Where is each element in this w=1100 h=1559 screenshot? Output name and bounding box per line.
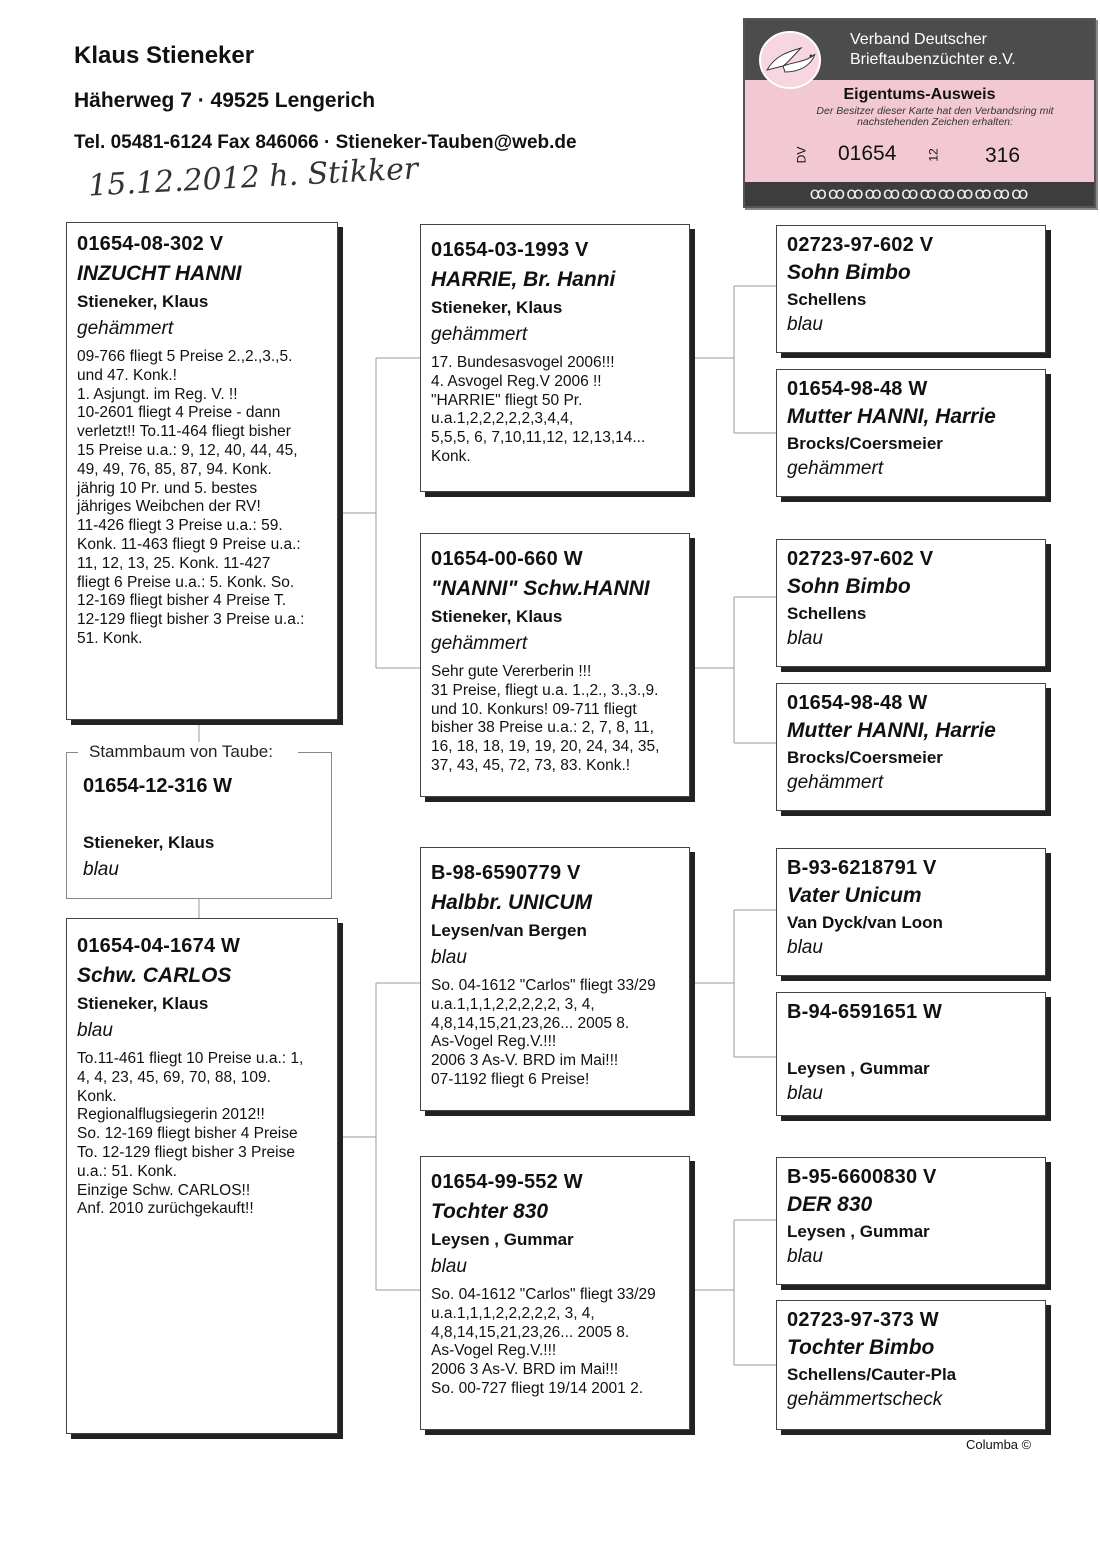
pedigree-card-father <box>66 222 338 720</box>
plumage-color: gehämmertscheck <box>787 1389 943 1410</box>
breeder: Leysen/van Bergen <box>431 921 587 940</box>
copyright: Columba © <box>966 1437 1032 1452</box>
ownership-card-title: Eigentums-Ausweis <box>843 86 996 103</box>
pigeon-name: INZUCHT HANNI <box>77 262 242 285</box>
ring-number: 01654-04-1674 W <box>77 935 241 957</box>
pigeon-name: DER 830 <box>787 1193 873 1216</box>
pigeon-name: Sohn Bimbo <box>787 261 911 284</box>
performance-notes: So. 04-1612 "Carlos" fliegt 33/29 u.a.1,1,1,2,2,2,2,2, 3, 4, 4,8,14,15,21,23,26... 2005 8. As-Vogel Reg.V.!!! 2006 3 As-V. BRD im Mai!!! So. 00-727 fliegt 19/14 2001 2. <box>431 1286 656 1397</box>
ownership-card-serial: 316 <box>985 144 1021 167</box>
pigeon-name: Sohn Bimbo <box>787 575 911 598</box>
ring-number: B-95-6600830 V <box>787 1166 937 1188</box>
ring-number: 02723-97-602 V <box>787 234 934 256</box>
pedigree-card-grandfather-paternal <box>420 224 690 492</box>
org-line-2: Brieftaubenzüchter e.V. <box>850 51 1016 68</box>
pigeon-name: Tochter 830 <box>431 1200 549 1223</box>
subject-pigeon-card <box>66 753 332 899</box>
ring-number: 01654-03-1993 V <box>431 239 589 261</box>
ring-number: 01654-98-48 W <box>787 378 928 400</box>
subject-breeder: Stieneker, Klaus <box>83 833 215 852</box>
pigeon-name <box>787 1028 1035 1054</box>
plumage-color: gehämmert <box>77 318 174 339</box>
pedigree-card-grandmother-maternal <box>420 1156 690 1430</box>
plumage-color: blau <box>77 1020 113 1041</box>
plumage-color: gehämmert <box>787 772 884 793</box>
handwritten-date-signature: 15.12.2012 h. Stikker <box>87 151 420 204</box>
pedigree-label: Stammbaum von Taube: <box>86 742 276 762</box>
breeder: Schellens <box>787 290 867 309</box>
ring-number: 01654-00-660 W <box>431 548 583 570</box>
performance-notes: Sehr gute Vererberin !!! 31 Preise, fliegt u.a. 1.,2., 3.,3.,9. und 10. Konkurs! 09-711 fliegt bisher 38 Preise u.a.: 2, 7, 8, 11, 16, 18, 18, 19, 19, 20, 24, 34, 35, 37, 43, 45, 72, 73, 83. Konk.! <box>431 663 660 774</box>
pigeon-name: Mutter HANNI, Harrie <box>787 719 996 742</box>
breeder: Brocks/Coersmeier <box>787 434 943 453</box>
pigeon-name: Vater Unicum <box>787 884 922 907</box>
pedigree-card-great-grandparent <box>776 848 1046 976</box>
plumage-color: blau <box>787 628 823 649</box>
ring-number: 01654-08-302 V <box>77 233 224 255</box>
pedigree-card-great-grandparent <box>776 369 1046 497</box>
subject-color: blau <box>83 859 119 880</box>
breeder-address: Häherweg 7 · 49525 Lengerich <box>74 89 376 112</box>
breeder: Stieneker, Klaus <box>431 607 563 626</box>
ownership-card-description: Der Besitzer dieser Karte hat den Verbandsring mit nachstehenden Zeichen erhalten: <box>816 105 1054 128</box>
plumage-color: gehämmert <box>787 458 884 479</box>
ownership-card-year: 12 <box>926 148 941 162</box>
breeder-name: Klaus Stieneker <box>74 42 255 69</box>
breeder: Schellens/Cauter-Pla <box>787 1365 957 1384</box>
pedigree-card-great-grandparent <box>776 992 1046 1116</box>
plumage-color: gehämmert <box>431 633 528 654</box>
ring-number: 01654-98-48 W <box>787 692 928 714</box>
ring-number: B-98-6590779 V <box>431 862 581 884</box>
plumage-color: gehämmert <box>431 324 528 345</box>
performance-notes: 09-766 fliegt 5 Preise 2.,2.,3.,5. und 47. Konk.! 1. Asjungt. im Reg. V. !! 10-2601 fliegt 4 Preise - dann verletzt!! To.11-464 fliegt bisher 15 Preise u.a.: 9, 12, 40, 44, 45, 49, 49, 76, 85, 87, 94. Konk. jährig 10 Pr. und 5. bestes jähriges Weibchen der RV! 11-426 fliegt 3 Preise u.a.: 59. Konk. 11-463 fliegt 9 Preise u.a.: 11, 12, 13, 25. Konk. 11-427 fliegt 6 Preise u.a.: 5. Konk. So. 12-169 fliegt bisher 4 Preise T. 12-129 fliegt bisher 3 Preise u.a.: 51. Konk. <box>77 348 305 647</box>
ring-number: 02723-97-602 V <box>787 548 934 570</box>
breeder: Stieneker, Klaus <box>77 994 209 1013</box>
pedigree-card-great-grandparent <box>776 225 1046 353</box>
org-line-1: Verband Deutscher <box>850 31 987 48</box>
pigeon-name: Schw. CARLOS <box>77 964 232 987</box>
pigeon-name: "NANNI" Schw.HANNI <box>431 577 650 600</box>
breeder: Schellens <box>787 604 867 623</box>
pedigree-card-great-grandparent <box>776 1157 1046 1285</box>
plumage-color: blau <box>787 1083 823 1104</box>
breeder: Stieneker, Klaus <box>77 292 209 311</box>
ring-number: 01654-99-552 W <box>431 1171 583 1193</box>
performance-notes: To.11-461 fliegt 10 Preise u.a.: 1, 4, 4, 23, 45, 69, 70, 88, 109. Konk. Regionalflugsiegerin 2012!! So. 12-169 fliegt bisher 4 Preise To. 12-129 fliegt bisher 3 Preise u.a.: 51. Konk. Einzige Schw. CARLOS!! Anf. 2010 zurüchgekauft!! <box>77 1050 304 1218</box>
ownership-card-pattern-strip: ꝏꝏꝏꝏꝏꝏꝏꝏꝏꝏꝏꝏ <box>745 182 1094 206</box>
pedigree-card-grandmother-paternal <box>420 533 690 797</box>
pedigree-card-great-grandparent <box>776 1300 1046 1430</box>
ring-number: B-93-6218791 V <box>787 857 937 879</box>
pedigree-card-great-grandparent <box>776 683 1046 811</box>
ring-number: B-94-6591651 W <box>787 1001 943 1023</box>
performance-notes: 17. Bundesasvogel 2006!!! 4. Asvogel Reg.V 2006 !! "HARRIE" fliegt 50 Pr. u.a.1,2,2,2,2,2,3,4,4, 5,5,5, 6, 7,10,11,12, 12,13,14... Konk. <box>431 354 646 465</box>
subject-ring-number: 01654-12-316 W <box>83 775 232 797</box>
pedigree-card-great-grandparent <box>776 539 1046 667</box>
breeder: Stieneker, Klaus <box>431 298 563 317</box>
plumage-color: blau <box>431 947 467 968</box>
plumage-color: blau <box>787 1246 823 1267</box>
ownership-card-number: 01654 <box>838 142 897 165</box>
performance-notes: So. 04-1612 "Carlos" fliegt 33/29 u.a.1,1,1,2,2,2,2,2, 3, 4, 4,8,14,15,21,23,26... 2005 8. As-Vogel Reg.V.!!! 2006 3 As-V. BRD im Mai!!! 07-1192 fliegt 6 Preise! <box>431 977 656 1088</box>
breeder: Leysen , Gummar <box>431 1230 574 1249</box>
breeder: Leysen , Gummar <box>787 1222 930 1241</box>
pedigree-card-grandfather-maternal <box>420 847 690 1111</box>
pigeon-name: Mutter HANNI, Harrie <box>787 405 996 428</box>
pigeon-name: HARRIE, Br. Hanni <box>431 268 616 291</box>
ownership-card-dv: DV <box>794 146 809 164</box>
pigeon-name: Tochter Bimbo <box>787 1336 935 1359</box>
breeder: Leysen , Gummar <box>787 1059 930 1078</box>
pigeon-name: Halbbr. UNICUM <box>431 891 593 914</box>
plumage-color: blau <box>787 937 823 958</box>
breeder: Brocks/Coersmeier <box>787 748 943 767</box>
breeder-contact: Tel. 05481-6124 Fax 846066 · Stieneker-Tauben@web.de <box>74 132 577 153</box>
ring-number: 02723-97-373 W <box>787 1309 939 1331</box>
plumage-color: blau <box>787 314 823 335</box>
pedigree-card-mother <box>66 918 338 1434</box>
breeder: Van Dyck/van Loon <box>787 913 943 932</box>
plumage-color: blau <box>431 1256 467 1277</box>
